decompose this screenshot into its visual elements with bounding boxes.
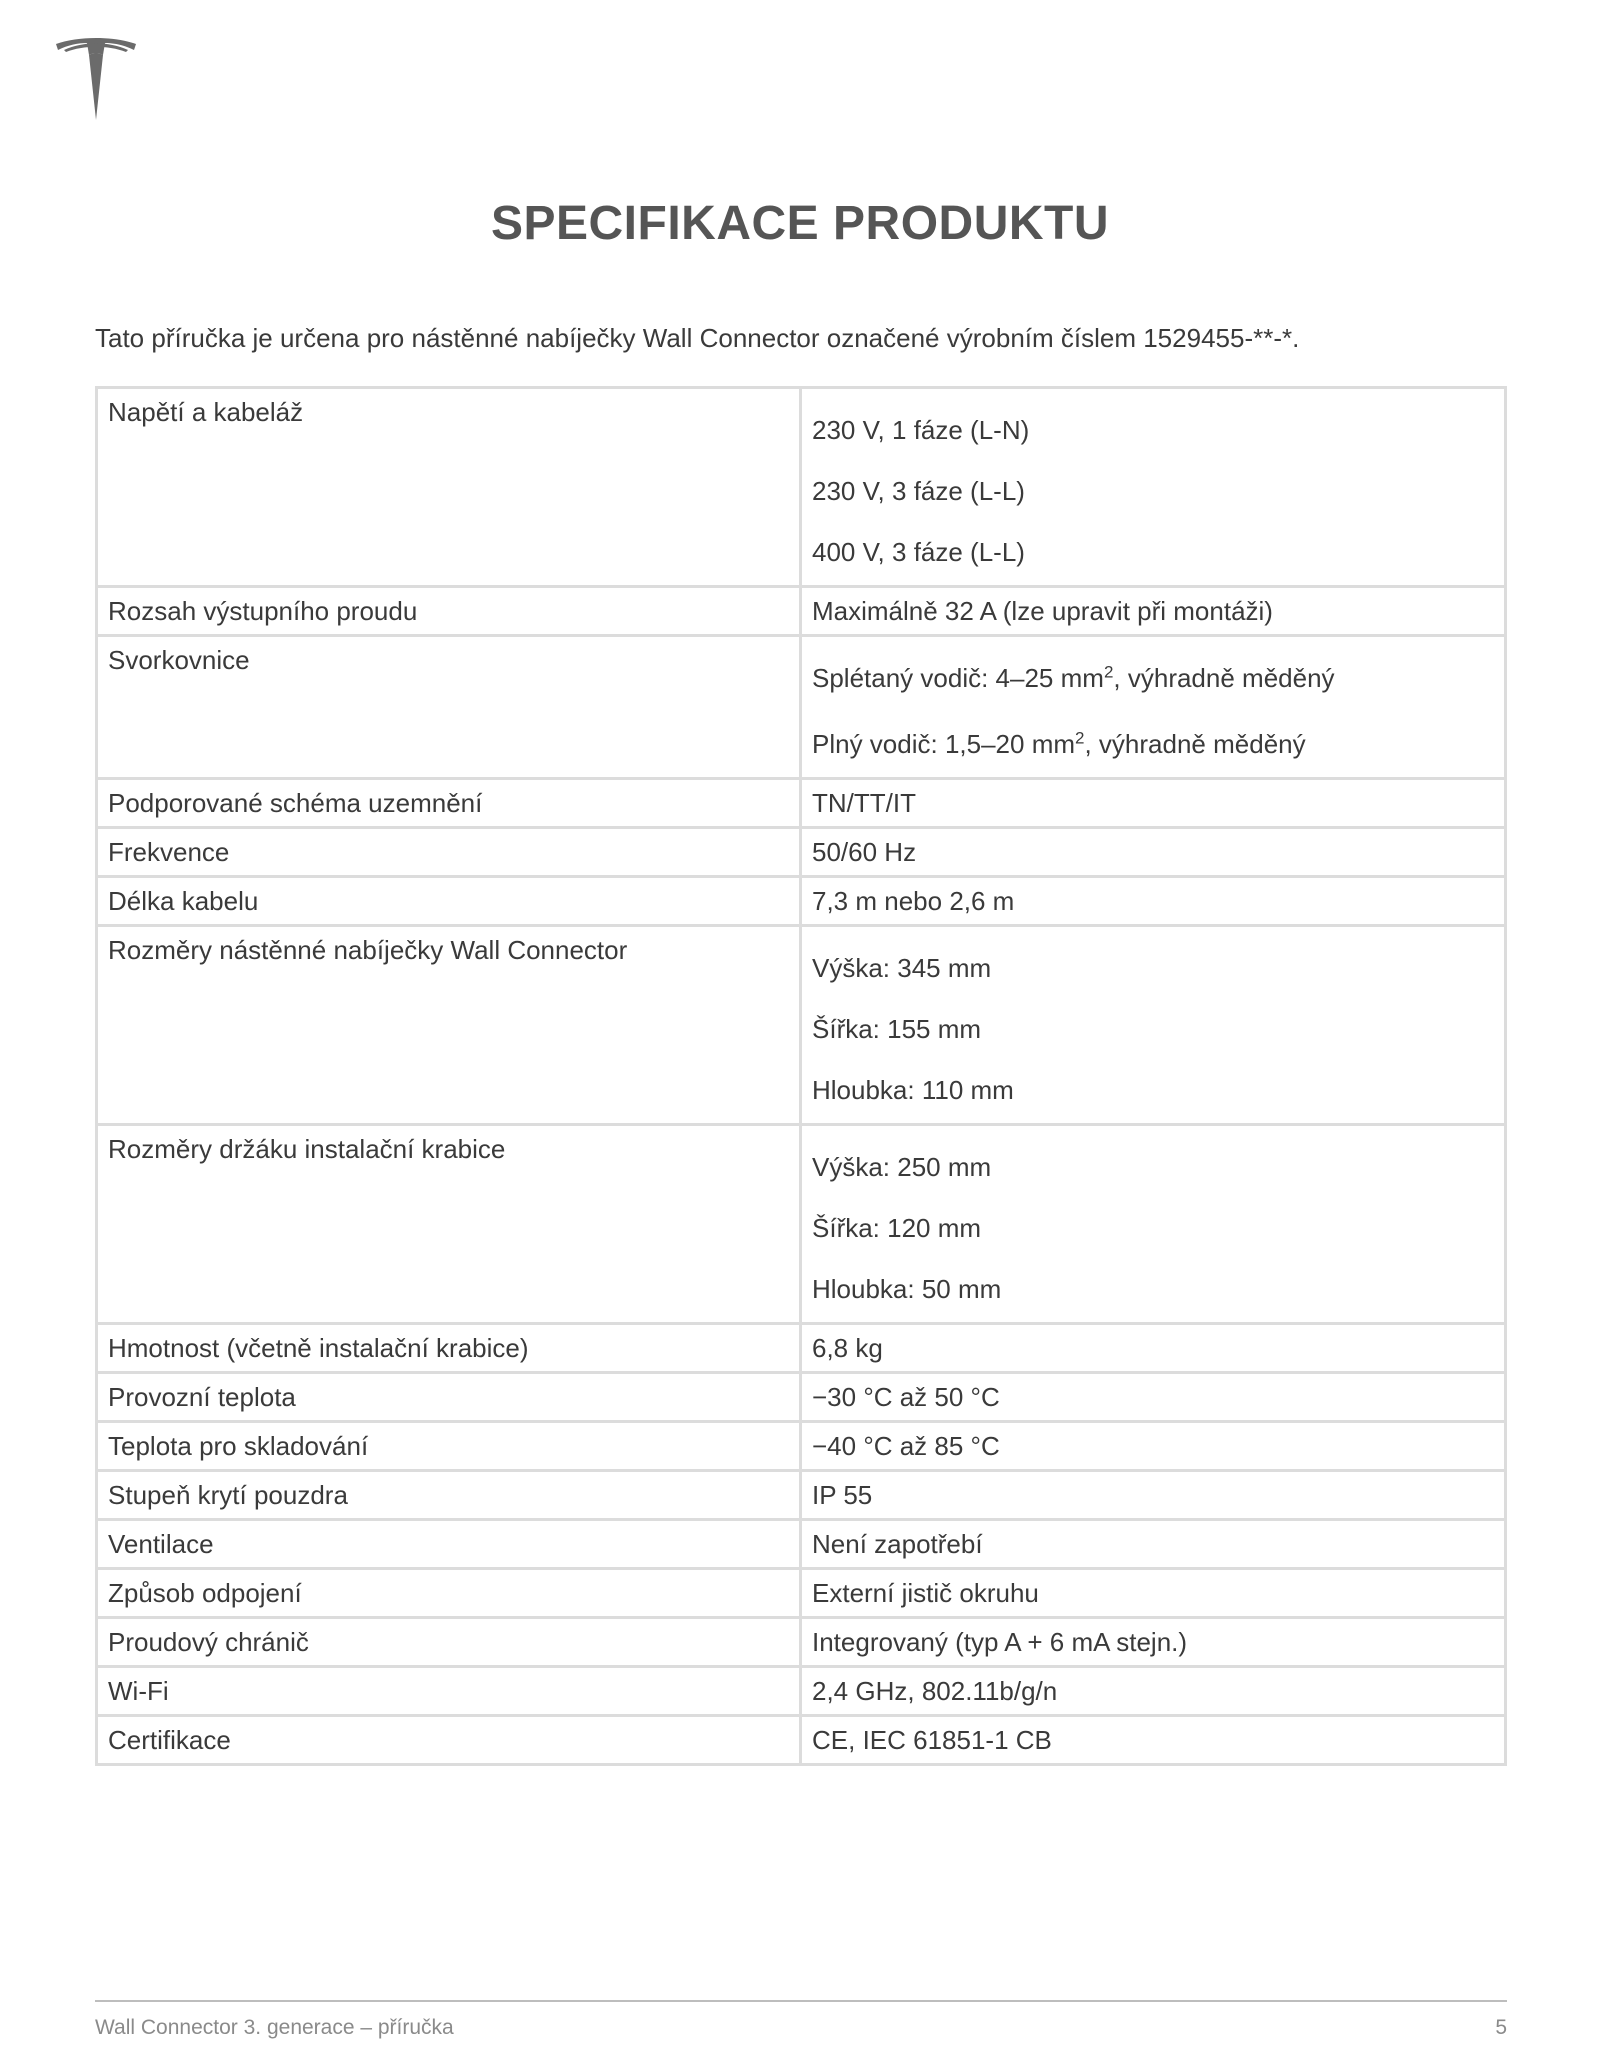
spec-label: Stupeň krytí pouzdra xyxy=(97,1471,801,1520)
spec-value: Integrovaný (typ A + 6 mA stejn.) xyxy=(801,1618,1506,1667)
table-row xyxy=(97,388,1506,587)
spec-value: 2,4 GHz, 802.11b/g/n xyxy=(801,1667,1506,1716)
spec-value xyxy=(801,388,1506,587)
footer-divider xyxy=(95,2000,1507,2002)
spec-label: Frekvence xyxy=(97,828,801,877)
spec-value: −30 °C až 50 °C xyxy=(801,1373,1506,1422)
table-row xyxy=(97,926,1506,1125)
spec-label: Svorkovnice xyxy=(97,636,801,779)
table-row xyxy=(97,877,1506,926)
intro-text: Tato příručka je určena pro nástěnné nabíječky Wall Connector označené výrobním číslem 1529455-**-*. xyxy=(95,323,1300,353)
spec-value xyxy=(801,926,1506,1125)
spec-label: Wi-Fi xyxy=(97,1667,801,1716)
spec-label: Délka kabelu xyxy=(97,877,801,926)
spec-label: Provozní teplota xyxy=(97,1373,801,1422)
table-row xyxy=(97,779,1506,828)
table-row xyxy=(97,587,1506,636)
table-row xyxy=(97,1618,1506,1667)
terminal-text: Splétaný vodič: 4–25 mm xyxy=(812,663,1104,693)
spec-value xyxy=(801,1125,1506,1324)
table-row xyxy=(97,1716,1506,1765)
spec-value xyxy=(801,636,1506,779)
spec-label: Ventilace xyxy=(97,1520,801,1569)
spec-label: Certifikace xyxy=(97,1716,801,1765)
spec-label: Napětí a kabeláž xyxy=(97,388,801,587)
table-row xyxy=(97,1373,1506,1422)
spec-label: Způsob odpojení xyxy=(97,1569,801,1618)
table-row xyxy=(97,1471,1506,1520)
spec-value-line: Šířka: 155 mm xyxy=(812,1014,982,1044)
spec-value-line: Výška: 345 mm xyxy=(812,953,992,983)
spec-label: Proudový chránič xyxy=(97,1618,801,1667)
tesla-logo-icon xyxy=(54,38,138,120)
spec-value-line xyxy=(812,663,1494,693)
table-row xyxy=(97,1422,1506,1471)
spec-value: 7,3 m nebo 2,6 m xyxy=(801,877,1506,926)
terminal-text: Plný vodič: 1,5–20 mm xyxy=(812,729,1076,759)
superscript: 2 xyxy=(1103,662,1114,682)
spec-value: 6,8 kg xyxy=(801,1324,1506,1373)
spec-value-line xyxy=(812,729,1494,759)
table-row xyxy=(97,1324,1506,1373)
spec-value-line: Šířka: 120 mm xyxy=(812,1213,982,1243)
terminal-text: , výhradně měděný xyxy=(1113,663,1335,693)
spec-value: TN/TT/IT xyxy=(801,779,1506,828)
table-row xyxy=(97,1125,1506,1324)
spec-label: Teplota pro skladování xyxy=(97,1422,801,1471)
page-number: 5 xyxy=(1495,2016,1507,2039)
spec-value: Externí jistič okruhu xyxy=(801,1569,1506,1618)
terminal-text: , výhradně měděný xyxy=(1084,729,1306,759)
footer-document-title: Wall Connector 3. generace – příručka xyxy=(95,2016,454,2039)
table-row xyxy=(97,828,1506,877)
spec-label: Rozsah výstupního proudu xyxy=(97,587,801,636)
spec-value: Není zapotřebí xyxy=(801,1520,1506,1569)
spec-value: IP 55 xyxy=(801,1471,1506,1520)
specification-table xyxy=(95,386,1507,1766)
spec-label: Rozměry držáku instalační krabice xyxy=(97,1125,801,1324)
spec-value-line: Hloubka: 50 mm xyxy=(812,1274,1002,1304)
page-title: SPECIFIKACE PRODUKTU xyxy=(490,197,1110,250)
spec-value: Maximálně 32 A (lze upravit při montáži) xyxy=(801,587,1506,636)
spec-value-line: 230 V, 3 fáze (L-L) xyxy=(812,476,1025,506)
spec-value-line: Hloubka: 110 mm xyxy=(812,1075,1014,1105)
spec-value: −40 °C až 85 °C xyxy=(801,1422,1506,1471)
spec-label: Rozměry nástěnné nabíječky Wall Connector xyxy=(97,926,801,1125)
spec-value-line: Výška: 250 mm xyxy=(812,1152,992,1182)
superscript: 2 xyxy=(1075,728,1085,748)
spec-label: Hmotnost (včetně instalační krabice) xyxy=(97,1324,801,1373)
table-row xyxy=(97,636,1506,779)
spec-value-line: 400 V, 3 fáze (L-L) xyxy=(812,537,1025,567)
spec-label: Podporované schéma uzemnění xyxy=(97,779,801,828)
spec-value-line: 230 V, 1 fáze (L-N) xyxy=(812,415,1030,445)
table-row xyxy=(97,1520,1506,1569)
spec-value: 50/60 Hz xyxy=(801,828,1506,877)
spec-value: CE, IEC 61851-1 CB xyxy=(801,1716,1506,1765)
table-row xyxy=(97,1667,1506,1716)
table-row xyxy=(97,1569,1506,1618)
